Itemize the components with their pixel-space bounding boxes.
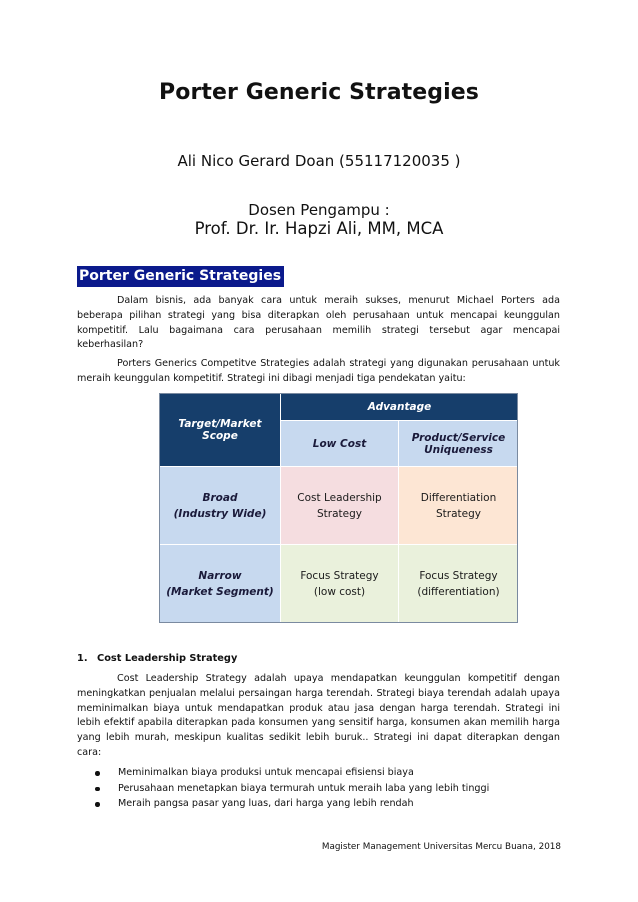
bullet-dot-icon <box>95 802 100 807</box>
differentiation-line1: Differentiation <box>420 491 497 504</box>
list-item <box>95 796 489 812</box>
intro-paragraph <box>77 294 560 353</box>
definition-paragraph-text: Porters Generics Competitve Strategies adalah strategi yang digunakan perusahaan untuk meraih keunggulan kompetitif. Strategi ini dibagi menjadi tiga pendekatan yaitu: <box>77 358 560 384</box>
focus-low-cost-line2: (low cost) <box>313 586 366 598</box>
cost-leadership-line2: Strategy <box>317 507 362 520</box>
intro-paragraph-text: Dalam bisnis, ada banyak cara untuk meraih sukses, menurut Michael Porters ada beberapa pilihan strategi yang bisa diterapkan oleh perusahaan untuk mencapai keunggulan kompetitif. Lalu bagaimana cara perusahaan memilih strategi tersebut agar mencapai keberhasilan? <box>77 295 560 351</box>
uniqueness-header-line1: Product/Service <box>411 431 506 444</box>
lecturer-name: Prof. Dr. Ir. Hapzi Ali, MM, MCA <box>194 219 444 238</box>
differentiation-line2: Strategy <box>436 507 481 520</box>
subsection-number: 1. <box>77 653 88 664</box>
corner-header-line2: Scope <box>202 430 238 442</box>
author-line: Ali Nico Gerard Doan (55117120035 ) <box>177 152 461 170</box>
advantage-header: Advantage <box>281 394 519 421</box>
cost-leadership-line1: Cost Leadership <box>297 491 382 504</box>
cost-leadership-paragraph-text: Cost Leadership Strategy adalah upaya mendapatkan keunggulan kompetitif dengan meningkatkan penjualan melalui persaingan harga terendah. Strategi biaya terendah adalah upaya meminimalkan biaya untuk mendapatkan produk atau jasa dengan harga terendah. Strategi ini lebih efektif apabila diterapkan pada konsumen yang sensitif harga, konsumen akan memilih harga yang lebih murah, meskipun kualitas sedikit lebih buruk.. Strategi ini dapat diterapkan dengan cara: <box>77 673 560 758</box>
bullet-dot-icon <box>95 771 100 776</box>
focus-differentiation-line1: Focus Strategy <box>419 570 498 582</box>
focus-differentiation-cell <box>399 545 519 624</box>
broad-row-line1: Broad <box>202 491 238 504</box>
document-title: Porter Generic Strategies <box>159 80 479 105</box>
list-item-text: Meminimalkan biaya produksi untuk mencapai efisiensi biaya <box>118 767 414 778</box>
uniqueness-header-line2: Uniqueness <box>424 443 493 456</box>
low-cost-header: Low Cost <box>281 421 399 467</box>
broad-row-header <box>160 467 281 545</box>
narrow-row-line1: Narrow <box>198 570 242 582</box>
focus-differentiation-line2: (differentiation) <box>417 586 500 598</box>
focus-low-cost-cell <box>281 545 399 624</box>
corner-header-line1: Target/Market <box>178 418 262 430</box>
bullet-list <box>95 765 489 812</box>
broad-row-line2: (Industry Wide) <box>173 507 267 520</box>
section-heading: Porter Generic Strategies <box>77 266 284 287</box>
subsection-title: Cost Leadership Strategy <box>97 653 238 664</box>
generic-strategies-matrix <box>159 393 519 624</box>
differentiation-cell <box>399 467 519 545</box>
bullet-dot-icon <box>95 787 100 792</box>
list-item <box>95 781 489 797</box>
narrow-row-line2: (Market Segment) <box>166 586 274 598</box>
list-item-text: Meraih pangsa pasar yang luas, dari harga yang lebih rendah <box>118 798 414 809</box>
list-item-text: Perusahaan menetapkan biaya termurah untuk meraih laba yang lebih tinggi <box>118 782 490 794</box>
page-footer: Magister Management Universitas Mercu Buana, 2018 <box>321 842 561 852</box>
cost-leadership-paragraph <box>77 672 560 761</box>
list-item <box>95 765 489 781</box>
narrow-row-header <box>160 545 281 624</box>
lecturer-label: Dosen Pengampu : <box>248 201 390 219</box>
subsection-heading <box>77 653 237 664</box>
focus-low-cost-line1: Focus Strategy <box>300 570 379 582</box>
matrix-corner-header <box>160 394 281 467</box>
uniqueness-header <box>399 421 519 467</box>
cost-leadership-cell <box>281 467 399 545</box>
definition-paragraph <box>77 357 560 387</box>
